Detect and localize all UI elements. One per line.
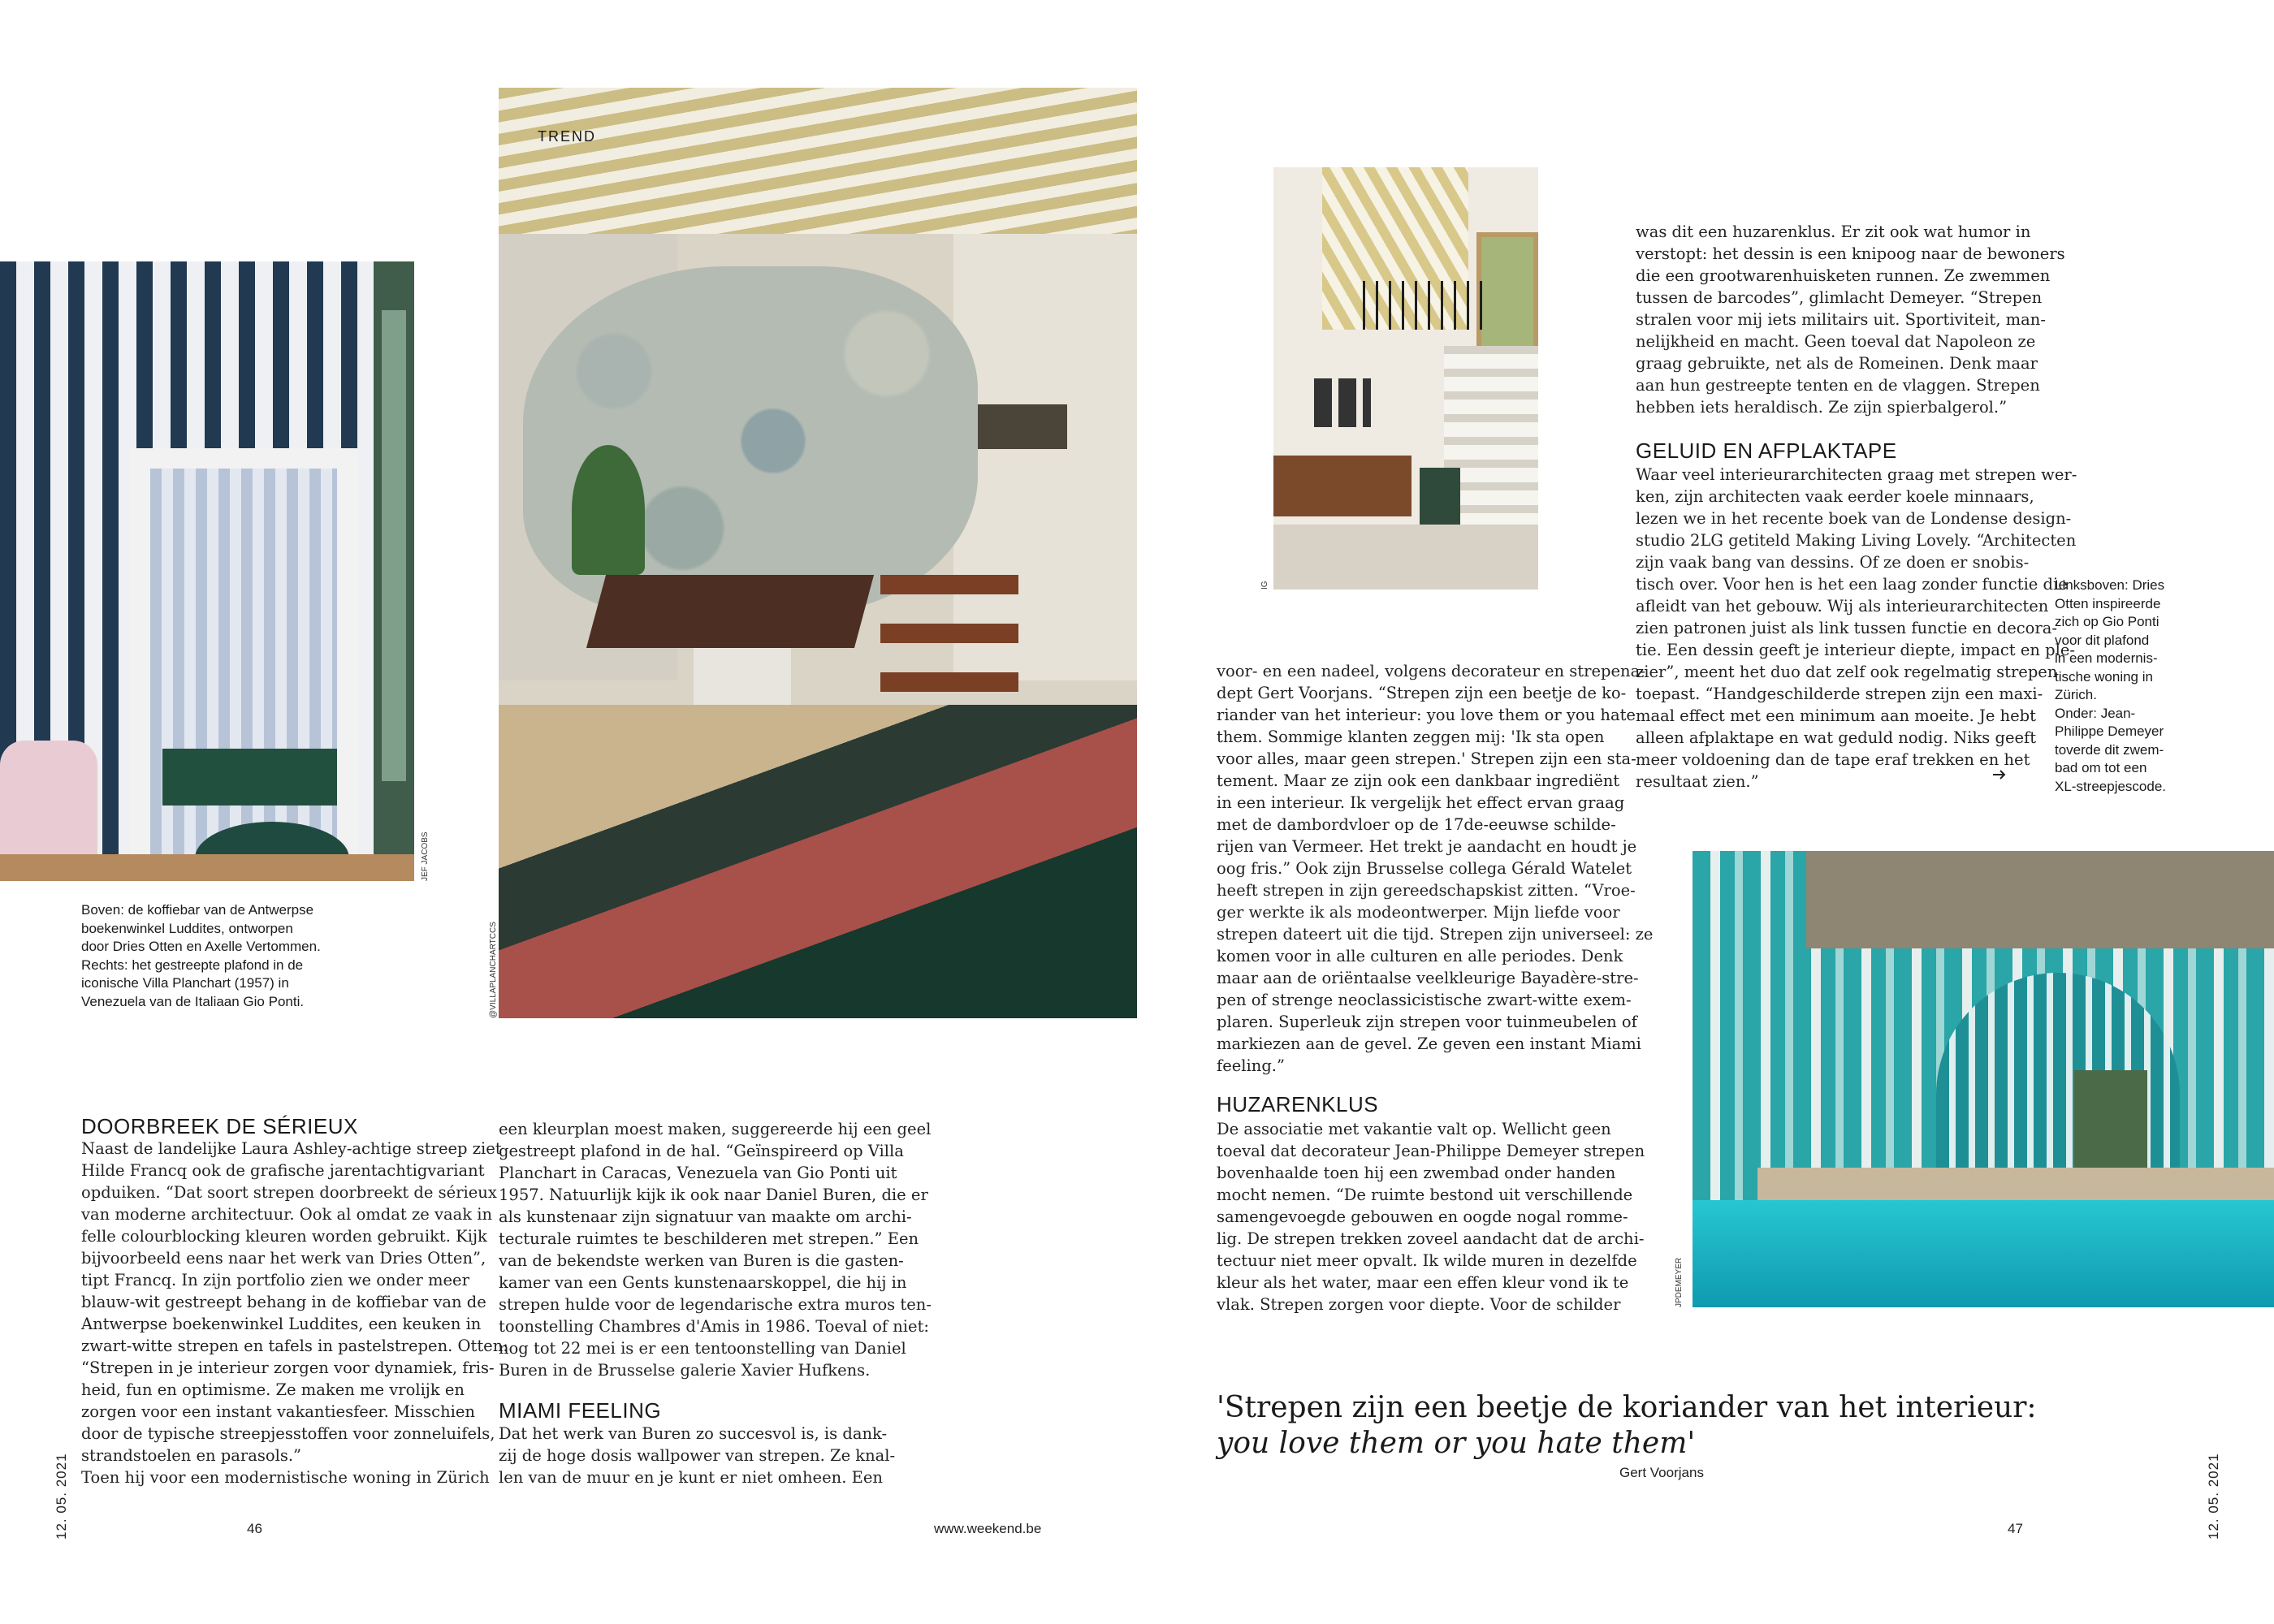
text-line: maal effect met een minimum aan moeite. Je hebt: [1636, 706, 2036, 725]
text-line: aan hun gestreepte tenten en de vlaggen. Strepen: [1636, 376, 2040, 395]
wall-artwork: [978, 404, 1067, 449]
text-line: lig. De strepen trekken zoveel aandacht dat de archi-: [1217, 1229, 1645, 1248]
text-line: ken, zijn architecten vaak eerder koele minnaars,: [1636, 487, 2034, 506]
text-line: markiezen aan de gevel. Ze geven een instant Miami: [1217, 1034, 1641, 1053]
text-line: Toen hij voor een modernistische woning in Zürich: [81, 1468, 490, 1487]
text-line: tipt Francq. In zijn portfolio zien we onder meer: [81, 1271, 469, 1289]
dining-table: [586, 575, 874, 648]
sideboard: [1273, 456, 1412, 516]
text-line: door de typische streepjesstoffen voor zonneluifels,: [81, 1424, 495, 1443]
caption-line: Zürich.: [2055, 687, 2097, 702]
text-line: opduiken. “Dat soort strepen doorbreekt de sérieux: [81, 1183, 497, 1202]
text-line: voor alles, maar geen strepen.' Strepen zijn een sta-: [1217, 749, 1636, 768]
heading-geluid: GELUID EN AFPLAKTAPE: [1636, 438, 1897, 463]
text-line: pen of strenge neoclassicistische zwart-witte exem-: [1217, 991, 1632, 1009]
text-line: riander van het interieur: you love them or you hate: [1217, 706, 1636, 724]
caption-line: Otten inspireerde: [2055, 595, 2161, 611]
text-line: was dit een huzarenklus. Er zit ook wat humor in: [1636, 222, 2031, 241]
text-line: “Strepen in je interieur zorgen voor dynamiek, fris-: [81, 1358, 495, 1377]
striped-ceiling: [499, 88, 1137, 234]
text-line: heid, fun en optimisme. Ze maken me vrolijk en: [81, 1380, 465, 1399]
text-line: oog fris.” Ook zijn Brusselse collega Gérald Watelet: [1217, 859, 1632, 878]
photo-swimming-pool: [1693, 851, 2274, 1307]
text-line: mocht nemen. “De ruimte bestond uit verschillende: [1217, 1186, 1633, 1204]
text-line: die een grootwarenhuisketen runnen. Ze zwemmen: [1636, 266, 2051, 285]
text-line: meer voldoening dan de tape eraf trekken en het: [1636, 750, 2030, 769]
window-glass: [382, 310, 406, 781]
text-line: graag gebruikte, net als de Romeinen. Denk maar: [1636, 354, 2038, 373]
text-line: zien patronen juist als link tussen functie en decora-: [1636, 619, 2057, 637]
text-line: van moderne architectuur. Ook al omdat ze vaak in: [81, 1205, 493, 1224]
column-2-text: [499, 1118, 932, 1381]
text-line: tussen de barcodes”, glimlacht Demeyer. “Strepen: [1636, 288, 2043, 307]
caption-line: boekenwinkel Luddites, ontworpen: [81, 920, 293, 936]
page-number-left: 46: [247, 1521, 262, 1536]
heading-huzarenklus: HUZARENKLUS: [1217, 1092, 1379, 1116]
text-line: them. Sommige klanten zeggen mij: 'Ik sta open: [1217, 728, 1605, 746]
garden-window: [2074, 1070, 2147, 1168]
text-line: strepen dateert uit die tijd. Strepen zijn universeel: ze: [1217, 925, 1654, 944]
text-line: voor- en een nadeel, volgens decorateur en strepena-: [1217, 662, 1645, 680]
caption-line: toverde dit zwem-: [2055, 741, 2164, 758]
text-line: zijn vaak bang van dessins. Of ze doen er snobis-: [1636, 553, 2030, 572]
photo-coffee-bar: [0, 261, 414, 881]
text-line: een kleurplan moest maken, suggereerde hij een geel: [499, 1120, 932, 1138]
text-line: zorgen voor een instant vakantiesfeer. Misschien: [81, 1402, 475, 1421]
text-line: zier”, meent het duo dat zelf ook regelmatig strepen: [1636, 663, 2058, 681]
photo-credit-2: @VILLAPLANCHARTCCS: [489, 922, 498, 1018]
website-url: www.weekend.be: [934, 1521, 1042, 1536]
caption-line: in een modernis-: [2055, 650, 2158, 666]
text-line: zwart-witte strepen en tafels in pastelstrepen. Otten:: [81, 1337, 508, 1355]
section-label: TREND: [538, 128, 596, 145]
stair-rail: [1363, 281, 1485, 330]
photo-credit-4: JPDEMEYER: [1675, 1257, 1684, 1307]
text-line: Hilde Francq ook de grafische jarentachtigvariant: [81, 1161, 485, 1180]
pool-water: [1693, 1200, 2274, 1307]
text-line: komen voor in alle culturen en alle periodes. Denk: [1217, 947, 1623, 965]
photo-credit-1: JEF JACOBS: [421, 831, 430, 881]
pool-deck: [1757, 1168, 2274, 1200]
text-line: bovenhaalde toen hij een zwembad onder handen: [1217, 1164, 1616, 1182]
caption-line: voor dit plafond: [2055, 632, 2150, 648]
photo-credit-3: IG: [1260, 581, 1269, 590]
text-line: zij de hoge dosis wallpower van strepen. Ze knal-: [499, 1446, 896, 1465]
text-line: toeval dat decorateur Jean-Philippe Demeyer strepen: [1217, 1142, 1645, 1160]
text-line: tecturale ruimtes te beschilderen met strepen.” Een: [499, 1229, 919, 1248]
text-line: feeling.”: [1217, 1056, 1285, 1075]
text-line: verstopt: het dessin is een knipoog naar de bewoners: [1636, 244, 2065, 263]
text-line: felle colourblocking kleuren worden gebruikt. Kijk: [81, 1227, 487, 1246]
column-1-text: [81, 1138, 508, 1488]
text-line: in een interieur. Ik vergelijk het effect ervan graag: [1217, 793, 1625, 812]
caption-line: Onder: Jean-: [2055, 705, 2136, 721]
column-4b-text: [1636, 464, 2077, 793]
text-line: nelijkheid en macht. Geen toeval dat Napoleon ze: [1636, 332, 2036, 351]
plant: [572, 445, 645, 575]
text-line: samengevoegde gebouwen en oogde nogal romme-: [1217, 1207, 1628, 1226]
text-line: Waar veel interieurarchitecten graag met strepen wer-: [1636, 465, 2077, 484]
caption-line: Linksboven: Dries: [2055, 577, 2165, 593]
text-line: toepast. “Handgeschilderde strepen zijn een maxi-: [1636, 685, 2043, 703]
pull-quote: [1217, 1390, 2037, 1462]
caption-line: bad om tot een: [2055, 760, 2147, 775]
text-line: kleur als het water, maar een effen kleur vond ik te: [1217, 1273, 1629, 1292]
text-line: toonstelling Chambres d'Amis in 1986. Toeval of niet:: [499, 1317, 929, 1336]
text-line: Dat het werk van Buren zo succesvol is, is dank-: [499, 1424, 888, 1443]
text-line: kamer van een Gents kunstenaarskoppel, die hij in: [499, 1273, 907, 1292]
text-line: rijen van Vermeer. Het trekt je aandacht en houdt je: [1217, 837, 1637, 856]
column-3-text: [1217, 660, 1653, 1077]
caption-line: tische woning in: [2055, 668, 2153, 685]
text-line: als kunstenaar zijn signatuur van maakte om archi-: [499, 1207, 912, 1226]
text-line: tement. Maar ze zijn ook een dankbaar ingrediënt: [1217, 771, 1620, 790]
pull-quote-attribution: Gert Voorjans: [1619, 1465, 1704, 1480]
caption-line: XL-streepjescode.: [2055, 778, 2167, 794]
text-line: 1957. Natuurlijk kijk ik ook naar Daniel Buren, die er: [499, 1186, 928, 1204]
caption-line: iconische Villa Planchart (1957) in: [81, 975, 289, 991]
text-line: Antwerpse boekenwinkel Luddites, een keuken in: [81, 1315, 482, 1333]
arrow-right-icon: [1991, 767, 2008, 783]
caption-line: door Dries Otten en Axelle Vertommen.: [81, 939, 321, 954]
text-line: studio 2LG getiteld Making Living Lovely. “Architecten: [1636, 531, 2077, 550]
text-line: nog tot 22 mei is er een tentoonstelling van Daniel: [499, 1339, 906, 1358]
photo-staircase: [1273, 167, 1538, 590]
text-line: resultaat zien.”: [1636, 772, 1759, 791]
column-4-text: [1636, 221, 2065, 418]
text-line: vlak. Strepen zorgen voor diepte. Voor de schilder: [1217, 1295, 1621, 1314]
text-line: bijvoorbeeld eens naar het werk van Dries Otten”,: [81, 1249, 486, 1268]
text-line: De associatie met vakantie valt op. Wellicht geen: [1217, 1120, 1611, 1138]
pull-quote-close: ': [1687, 1427, 1696, 1460]
text-line: len van de muur en je kunt er niet omheen. Een: [499, 1468, 883, 1487]
text-line: met de dambordvloer op de 17de-eeuwse schilde-: [1217, 815, 1616, 834]
text-line: tie. Een dessin geeft je interieur diepte, impact en ple-: [1636, 641, 2075, 659]
floor-small: [1273, 525, 1538, 590]
text-line: tectuur niet meer opvalt. Ik wilde muren in dezelfde: [1217, 1251, 1637, 1270]
text-line: hebben iets heraldisch. Ze zijn spierbalgerol.”: [1636, 398, 2008, 417]
text-line: plaren. Superleuk zijn strepen voor tuinmeubelen of: [1217, 1013, 1637, 1031]
text-line: Buren in de Brusselse galerie Xavier Hufkens.: [499, 1361, 871, 1380]
text-line: tisch over. Voor hen is het een laag zonder functie die: [1636, 575, 2068, 594]
text-line: ger werkte ik als modeontwerper. Mijn liefde voor: [1217, 903, 1620, 922]
wooden-ceiling: [1806, 851, 2274, 948]
caption-left: [81, 901, 321, 1011]
date-left: 12. 05. 2021: [54, 1453, 69, 1540]
marble-floor: [499, 705, 1137, 1018]
text-line: lezen we in het recente boek van de Londense design-: [1636, 509, 2072, 528]
text-line: gestreept plafond in de hal. “Geïnspireerd op Villa: [499, 1142, 904, 1160]
caption-line: zich op Gio Ponti: [2055, 614, 2159, 629]
date-right: 12. 05. 2021: [2206, 1453, 2221, 1540]
text-line: dept Gert Voorjans. “Strepen zijn een beetje de ko-: [1217, 684, 1627, 702]
text-line: Planchart in Caracas, Venezuela van Gio Ponti uit: [499, 1164, 897, 1182]
pull-quote-line-1: 'Strepen zijn een beetje de koriander van het interieur:: [1217, 1391, 2037, 1424]
page-number-right: 47: [2008, 1521, 2023, 1536]
text-line: Naast de landelijke Laura Ashley-achtige streep ziet: [81, 1139, 502, 1158]
pull-quote-line-2: [1217, 1426, 2037, 1462]
heading-miami: MIAMI FEELING: [499, 1398, 662, 1423]
text-line: afleidt van het gebouw. Wij als interieurarchitecten: [1636, 597, 2049, 615]
pull-quote-emphasis: you love them or you hate them: [1217, 1427, 1688, 1460]
door-opening: [150, 469, 337, 881]
text-line: alleen afplaktape en wat geduld nodig. Niks geeft: [1636, 728, 2037, 747]
text-line: stralen voor mij iets militairs uit. Sportiviteit, man-: [1636, 310, 2046, 329]
caption-line: Venezuela van de Italiaan Gio Ponti.: [81, 993, 305, 1009]
green-bench: [162, 749, 337, 806]
text-line: van de bekendste werken van Buren is die gasten-: [499, 1251, 904, 1270]
floor: [0, 854, 414, 881]
text-line: strepen hulde voor de legendarische extra muros ten-: [499, 1295, 932, 1314]
frames: [1314, 378, 1371, 427]
caption-line: Rechts: het gestreepte plafond in de: [81, 957, 304, 973]
column-3b-text: [1217, 1118, 1645, 1315]
heading-doorbreek: DOORBREEK DE SÉRIEUX: [81, 1114, 358, 1138]
text-line: heeft strepen in zijn gereedschapskist zitten. “Vroe-: [1217, 881, 1636, 900]
photo-villa-planchart: [499, 88, 1137, 1018]
text-line: strandstoelen en parasols.”: [81, 1446, 302, 1465]
caption-line: Philippe Demeyer: [2055, 723, 2164, 739]
text-line: blauw-wit gestreept behang in de koffiebar van de: [81, 1293, 486, 1311]
caption-line: Boven: de koffiebar van de Antwerpse: [81, 902, 314, 918]
column-2b-text: [499, 1423, 895, 1488]
text-line: maar aan de oriëntaalse veelkleurige Bayadère-stre-: [1217, 969, 1639, 987]
